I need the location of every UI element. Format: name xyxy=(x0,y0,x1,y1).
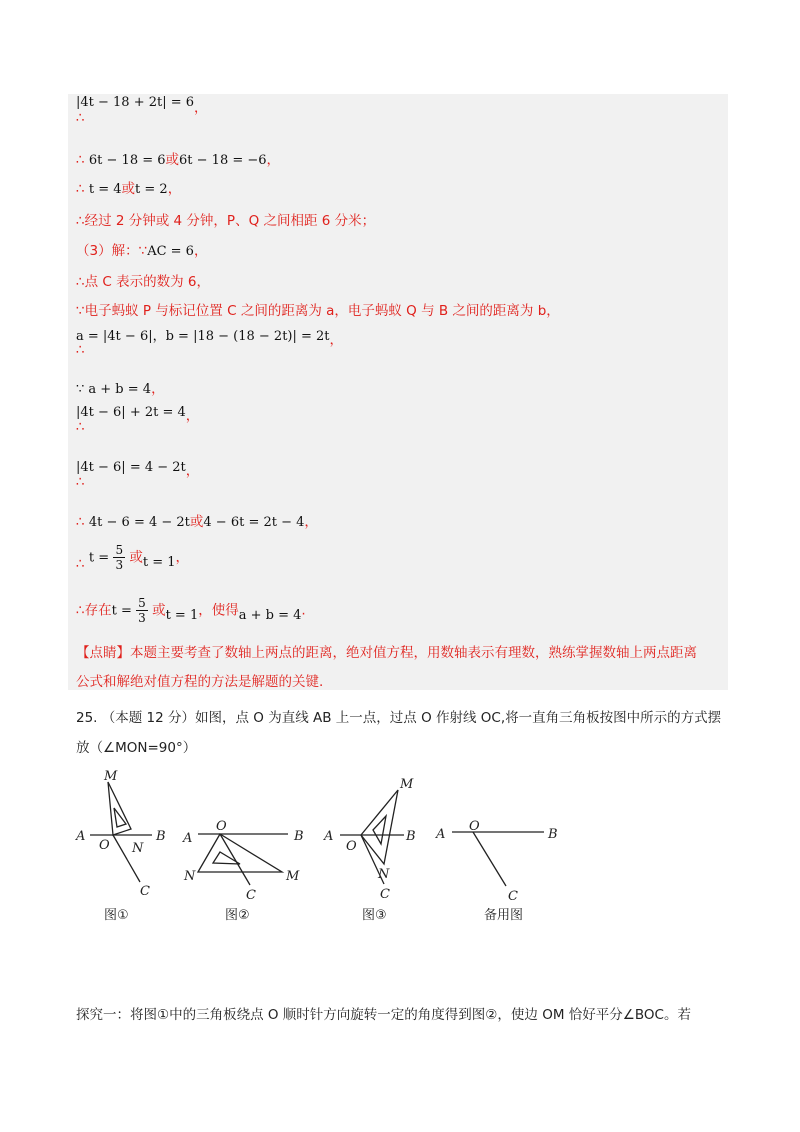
or-word: 或 xyxy=(165,152,180,168)
comment-line-1: 【点睛】本题主要考查了数轴上两点的距离，绝对值方程，用数轴表示有理数，熟练掌握数轴上两点距离 xyxy=(76,645,697,661)
caption-backup-figure: 备用图 xyxy=(484,908,524,923)
therefore-symbol: ∴ xyxy=(76,514,85,530)
punctuation: ， xyxy=(185,408,200,424)
punctuation: ， xyxy=(194,100,208,116)
solution-line-9 xyxy=(76,377,165,397)
punctuation: ， xyxy=(167,181,182,197)
label-b: B xyxy=(294,829,304,844)
equation: |4t − 6| + 2t = 4 xyxy=(76,405,186,420)
label-o: O xyxy=(216,819,227,834)
caption-figure-3: 图③ xyxy=(362,908,387,923)
label-c: C xyxy=(508,889,518,904)
solution-line-3 xyxy=(76,177,181,197)
equation: t = 2 xyxy=(135,182,168,197)
solution-line-14 xyxy=(76,596,306,625)
label-a: A xyxy=(436,827,446,842)
label-n: N xyxy=(184,869,196,884)
explore-line: 探究一：将图①中的三角板绕点 O 顺时针方向旋转一定的角度得到图②，使边 OM 恰好平分∠BOC。若 xyxy=(76,1007,691,1023)
solution-line-2 xyxy=(76,148,280,168)
label-c: C xyxy=(140,884,150,899)
punctuation: ， xyxy=(151,381,165,397)
exists-text: ∴存在 xyxy=(76,602,112,619)
equation: t = xyxy=(111,603,132,619)
label-o: O xyxy=(99,838,110,853)
solution-line-13 xyxy=(76,543,189,572)
punctuation: ， xyxy=(175,549,190,566)
equation: a + b = 4 xyxy=(238,607,302,623)
fraction xyxy=(113,543,125,572)
label-b: B xyxy=(406,829,416,844)
equation: t = 1 xyxy=(165,607,199,623)
figure-3 xyxy=(323,777,416,902)
label-m: M xyxy=(400,777,414,792)
therefore-symbol: ∴ xyxy=(76,474,85,490)
punctuation: . xyxy=(301,602,306,619)
equation: ∵ a + b = 4 xyxy=(76,382,152,397)
punctuation: ， xyxy=(329,332,344,348)
label-n: N xyxy=(132,841,144,856)
equation: t = 1 xyxy=(142,554,176,570)
solution-line-10 xyxy=(76,404,199,424)
label-b: B xyxy=(156,829,166,844)
equation: 4 − 6t = 2t − 4 xyxy=(203,515,305,530)
label-o: O xyxy=(469,819,480,834)
therefore-symbol: ∴ xyxy=(76,110,85,126)
fraction-numerator: 5 xyxy=(138,596,146,610)
equation: |4t − 18 + 2t| = 6 xyxy=(76,95,195,110)
therefore-symbol: ∴ xyxy=(76,152,85,168)
equation: t = xyxy=(88,550,110,566)
label-b: B xyxy=(548,827,558,842)
punctuation: ， xyxy=(266,152,281,168)
therefore-symbol: ∴ xyxy=(76,342,85,358)
label-a: A xyxy=(183,831,193,846)
label-c: C xyxy=(380,887,390,902)
or-word: 或 xyxy=(189,514,204,530)
solution-line-12 xyxy=(76,510,318,530)
fraction-denominator: 3 xyxy=(138,611,146,625)
punctuation: ， xyxy=(304,514,318,530)
label-m: M xyxy=(286,869,300,884)
label-n: N xyxy=(378,867,390,882)
solution-line-8 xyxy=(76,328,343,348)
label-c: C xyxy=(246,888,256,903)
equation: 4t − 6 = 4 − 2t xyxy=(88,515,190,530)
therefore-symbol: ∴ xyxy=(76,419,85,435)
so-that-text: ，使得 xyxy=(198,602,239,619)
fraction-denominator: 3 xyxy=(115,558,124,572)
caption-figure-1: 图① xyxy=(104,908,129,923)
equation: 6t − 18 = −6 xyxy=(179,153,267,168)
solution-line-11 xyxy=(76,459,199,479)
punctuation: ， xyxy=(193,243,208,259)
fraction xyxy=(136,596,148,625)
figure-backup xyxy=(435,819,558,904)
label-a: A xyxy=(76,829,86,844)
equation: a = |4t − 6|，b = |18 − (18 − 2t)| = 2t xyxy=(76,329,330,344)
solution-line-4: ∴经过 2 分钟或 4 分钟，P、Q 之间相距 6 分米； xyxy=(76,213,376,229)
therefore-symbol: ∴ xyxy=(76,555,85,572)
question-line-2: 放（∠MON=90°） xyxy=(76,740,197,756)
label-o: O xyxy=(346,839,357,854)
fraction-numerator: 5 xyxy=(115,543,124,557)
equation: 6t − 18 = 6 xyxy=(88,153,166,168)
equation: t = 4 xyxy=(88,182,122,197)
punctuation: ， xyxy=(185,463,200,479)
therefore-symbol: ∴ xyxy=(76,181,85,197)
figure-2 xyxy=(182,819,304,903)
step-label: （3）解：∵ xyxy=(76,243,148,259)
or-word: 或 xyxy=(121,181,136,197)
label-a: A xyxy=(324,829,334,844)
solution-line-1 xyxy=(76,96,208,116)
or-word: 或 xyxy=(129,549,143,566)
or-word: 或 xyxy=(152,602,166,619)
equation: |4t − 6| = 4 − 2t xyxy=(76,460,186,475)
label-m: M xyxy=(104,769,118,784)
caption-figure-2: 图② xyxy=(225,908,250,923)
equation: AC = 6 xyxy=(147,244,194,259)
solution-line-6: ∴点 C 表示的数为 6， xyxy=(76,274,210,290)
solution-line-7: ∵电子蚂蚁 P 与标记位置 C 之间的距离为 a，电子蚂蚁 Q 与 B 之间的距离为 b， xyxy=(76,303,560,319)
question-line-1: 25. （本题 12 分）如图，点 O 为直线 AB 上一点，过点 O 作射线 OC,将一直角三角板按图中所示的方式摆 xyxy=(76,710,722,726)
figure-1 xyxy=(75,769,166,899)
solution-line-5 xyxy=(76,239,207,259)
comment-line-2: 公式和解绝对值方程的方法是解题的关键. xyxy=(76,674,324,690)
